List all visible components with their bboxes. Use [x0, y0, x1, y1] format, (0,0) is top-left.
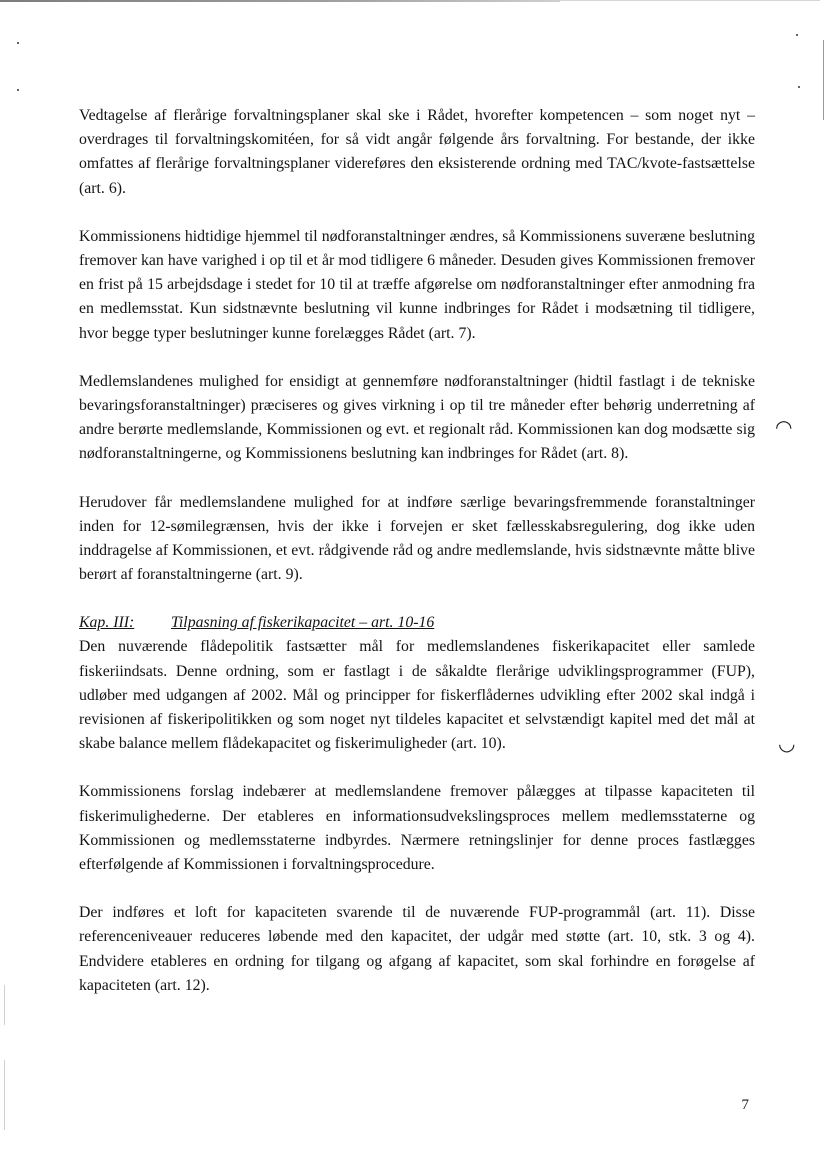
scan-edge-line [0, 0, 560, 2]
scan-speck [17, 42, 19, 44]
paragraph: Kommissionens forslag indebærer at medlemslandene fremover pålægges at tilpasse kapaciteten til fiskerimulighederne. Der etableres en informationsudvekslingsproces mellem medlemsstaterne og Kommissionen og medlemsstaterne indbyrdes. Nærmere retningslinjer for denne proces fastlægges efterfølgende af Kommissionen i forvaltningsprocedure. [79, 783, 755, 874]
scan-speck [17, 89, 19, 91]
page-number: 7 [741, 1097, 749, 1113]
scan-speck [798, 86, 800, 88]
scan-speck [796, 34, 798, 36]
document-body [79, 104, 755, 998]
scan-edge-line [823, 40, 824, 120]
scan-edge-line [4, 985, 5, 1025]
chapter-title: Tilpasning af fiskerikapacitet – art. 10-16 [171, 614, 435, 632]
hole-punch-mark: ◡ [778, 731, 796, 755]
hole-punch-mark: ◠ [775, 415, 793, 439]
paragraph: Kommissionens hidtidige hjemmel til nødforanstaltninger ændres, så Kommissionens suveræne beslutning fremover kan have varighed i op til et år mod tidligere 6 måneder. Desuden gives Kommissionen fremover en frist på 15 arbejdsdage i stedet for 10 til at træffe afgørelse om nødforanstaltninger efter anmodning fra en medlemsstat. Kun sidstnævnte beslutning vil kunne indbringes for Rådet i modsætning til tidligere, hvor begge typer beslutninger kunne forelægges Rådet (art. 7). [79, 227, 755, 342]
paragraph: Den nuværende flådepolitik fastsætter mål for medlemslandenes fiskerikapacitet eller samlede fiskeriindsats. Denne ordning, som er fastlagt i de såkaldte flerårige udviklingsprogrammer (FUP), udløber med udgangen af 2002. Mål og principper for fiskerflådernes udvikling efter 2002 skal indgå i revisionen af fiskeripolitikken og som noget nyt tildeles kapacitet et selvstændigt kapitel med det mål at skabe balance mellem flådekapacitet og fiskerimuligheder (art. 10). [79, 638, 755, 753]
section-heading [79, 611, 755, 635]
paragraph: Der indføres et loft for kapaciteten svarende til de nuværende FUP-programmål (art. 11). Disse referenceniveauer reduceres løbende med den kapacitet, der udgår med støtte (art. 10, stk. 3 og 4). Endvidere etableres en ordning for tilgang og afgang af kapacitet, som skal forhindre en forøgelse af kapaciteten (art. 12). [79, 904, 755, 994]
paragraph: Vedtagelse af flerårige forvaltningsplaner skal ske i Rådet, hvorefter kompetencen – som noget nyt – overdrages til forvaltningskomitéen, for så vidt angår følgende års forvaltning. For bestande, der ikke omfattes af flerårige forvaltningsplaner videreføres den eksisterende ordning med TAC/kvote-fastsættelse (art. 6). [79, 107, 755, 197]
scan-edge-line [4, 1060, 5, 1130]
paragraph: Medlemslandenes mulighed for ensidigt at gennemføre nødforanstaltninger (hidtil fastlagt i de tekniske bevaringsforanstaltninger) præciseres og gives virkning i op til tre måneder efter behørig underretning af andre berørte medlemslande, Kommissionen og evt. et regionalt råd. Kommissionen kan dog modsætte sig nødforanstaltningerne, og Kommissionens beslutning kan indbringes for Rådet (art. 8). [79, 372, 755, 463]
chapter-label: Kap. III: [79, 614, 135, 632]
paragraph: Herudover får medlemslandene mulighed for at indføre særlige bevaringsfremmende foranstaltninger inden for 12-sømilegrænsen, hvis der ikke i forvejen er sket fællesskabsregulering, dog ikke uden inddragelse af Kommissionen, et evt. rådgivende råd og andre medlemslande, hvis sidstnævnte måtte blive berørt af foranstaltningerne (art. 9). [79, 493, 755, 584]
scan-edge-line [560, 0, 820, 1]
